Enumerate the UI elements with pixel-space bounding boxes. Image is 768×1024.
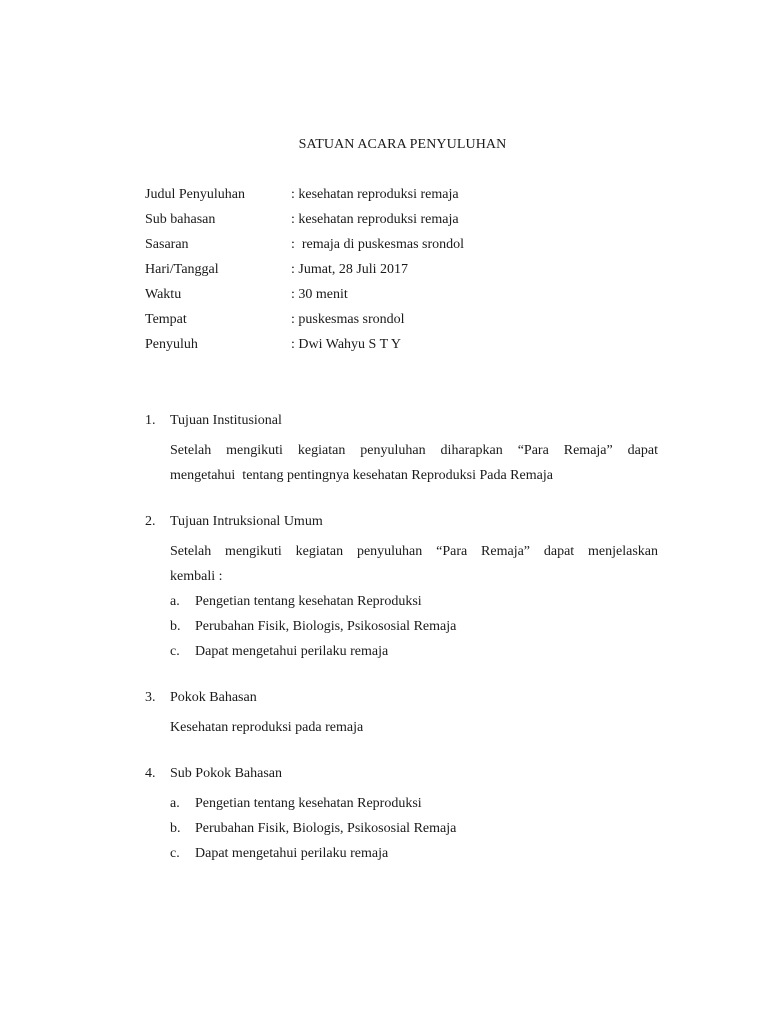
list-letter: a. [170,796,180,811]
info-table [145,187,464,362]
list-item [170,791,658,816]
paragraph-line: mengetahui tentang pentingnya kesehatan Reproduksi Pada Remaja [170,468,553,483]
list-letter: b. [170,821,181,836]
list-text: Dapat mengetahui perilaku remaja [195,846,389,861]
section-body [170,791,658,866]
info-label: Tempat [145,312,187,327]
list-item [170,639,658,664]
section-tujuan-institusional [145,413,658,488]
section-body [170,539,658,664]
info-label: Sub bahasan [145,212,216,227]
info-value: : puskesmas srondol [291,312,405,327]
list-item [170,841,658,866]
section-heading [145,766,658,791]
section-heading [145,413,658,438]
section-title: Tujuan Institusional [170,413,282,428]
list-text: Pengetian tentang kesehatan Reproduksi [195,796,422,811]
list-text: Pengetian tentang kesehatan Reproduksi [195,594,422,609]
info-value: : Jumat, 28 Juli 2017 [291,262,409,277]
list-letter: c. [170,644,180,659]
section-pokok-bahasan [145,690,658,740]
list-letter: a. [170,594,180,609]
list-letter: b. [170,619,181,634]
paragraph-line: Setelah mengikuti kegiatan penyuluhan diharapkan “Para Remaja” dapat [170,443,658,458]
list-item [170,816,658,841]
list-item [170,589,658,614]
info-row-tempat [145,312,464,337]
section-body [170,438,658,488]
list-letter: c. [170,846,180,861]
section-title: Pokok Bahasan [170,690,257,705]
info-label: Penyuluh [145,337,198,352]
info-label: Sasaran [145,237,189,252]
section-number: 4. [145,766,156,781]
info-value: : kesehatan reproduksi remaja [291,212,459,227]
section-number: 3. [145,690,156,705]
info-row-sub-bahasan [145,212,464,237]
info-row-penyuluh [145,337,464,362]
list-text: Perubahan Fisik, Biologis, Psikososial Remaja [195,619,457,634]
section-title: Tujuan Intruksional Umum [170,514,323,529]
section-tujuan-intruksional-umum [145,514,658,664]
list-text: Perubahan Fisik, Biologis, Psikososial Remaja [195,821,457,836]
paragraph-line: Kesehatan reproduksi pada remaja [170,720,364,735]
info-value: : Dwi Wahyu S T Y [291,337,401,352]
info-label: Waktu [145,287,182,302]
info-label: Hari/Tanggal [145,262,219,277]
info-value: : remaja di puskesmas srondol [291,237,465,252]
document-title: SATUAN ACARA PENYULUHAN [298,137,507,152]
info-row-hari-tanggal [145,262,464,287]
section-heading [145,514,658,539]
paragraph-line: kembali : [170,569,223,584]
section-body [170,715,658,740]
info-value: : 30 menit [291,287,348,302]
info-row-waktu [145,287,464,312]
list-text: Dapat mengetahui perilaku remaja [195,644,389,659]
info-row-judul [145,187,464,212]
section-number: 2. [145,514,156,529]
list-item [170,614,658,639]
info-label: Judul Penyuluhan [145,187,245,202]
info-value: : kesehatan reproduksi remaja [291,187,459,202]
section-heading [145,690,658,715]
info-row-sasaran [145,237,464,262]
paragraph-line: Setelah mengikuti kegiatan penyuluhan “Para Remaja” dapat menjelaskan [170,544,658,559]
section-number: 1. [145,413,156,428]
section-title: Sub Pokok Bahasan [170,766,282,781]
section-sub-pokok-bahasan [145,766,658,866]
